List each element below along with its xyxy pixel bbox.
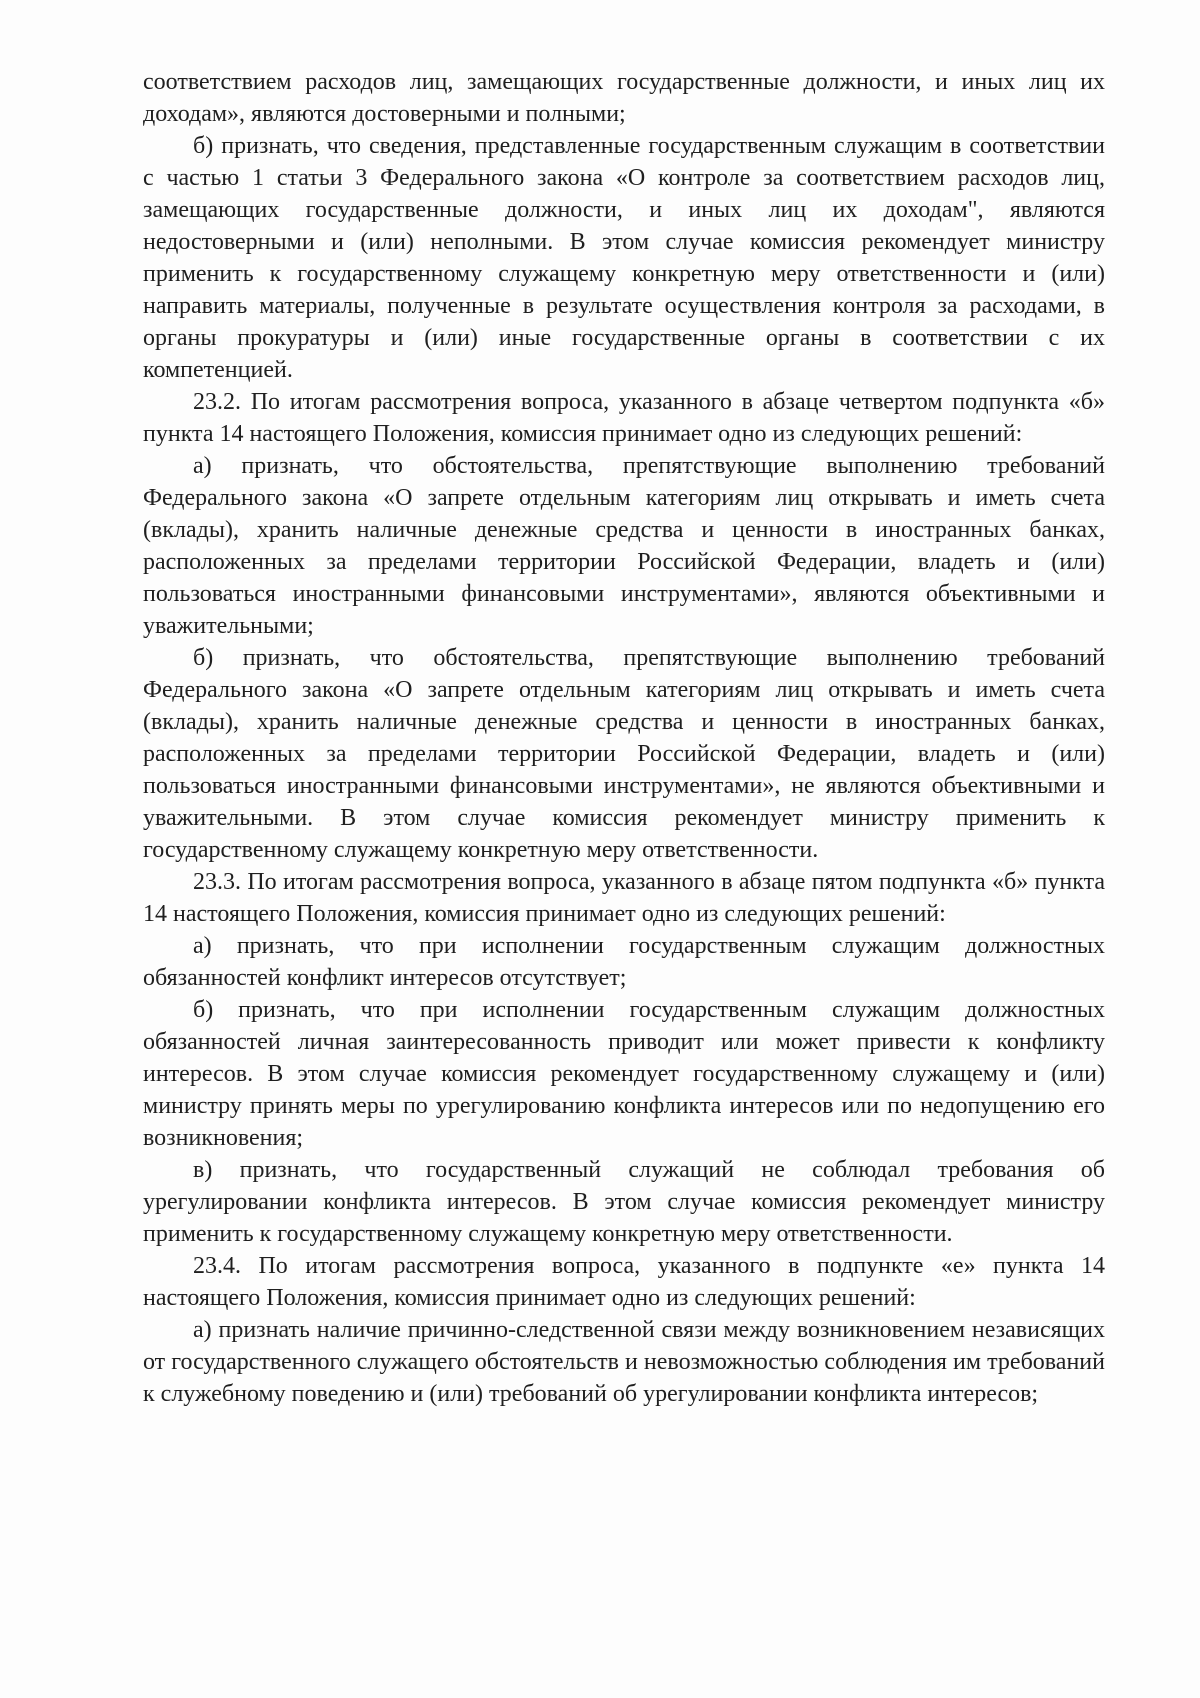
paragraph-23-2: 23.2. По итогам рассмотрения вопроса, указанного в абзаце четвертом подпункта «б» пункта 14 настоящего Положения, комиссия принимает одно из следующих решений: xyxy=(143,389,1105,447)
paragraph-23-3-item-c: в) признать, что государственный служащий не соблюдал требования об урегулировании конфликта интересов. В этом случае комиссия рекомендует министру применить к государственному служащему конкретную меру ответственности. xyxy=(143,1157,1105,1247)
paragraph-23-2-item-a: а) признать, что обстоятельства, препятствующие выполнению требований Федерального закона «О запрете отдельным категориям лиц открывать и иметь счета (вклады), хранить наличные денежные средства и ценности в иностранных банках, расположенных за пределами территории Российской Федерации, владеть и (или) пользоваться иностранными финансовыми инструментами», являются объективными и уважительными; xyxy=(143,453,1105,639)
paragraph-23-4-item-a: а) признать наличие причинно-следственной связи между возникновением независящих от государственного служащего обстоятельств и невозможностью соблюдения им требований к служебному поведению и (или) требований об урегулировании конфликта интересов; xyxy=(143,1317,1105,1407)
paragraph-23-3: 23.3. По итогам рассмотрения вопроса, указанного в абзаце пятом подпункта «б» пункта 14 настоящего Положения, комиссия принимает одно из следующих решений: xyxy=(143,869,1105,927)
paragraph-23-3-item-a: а) признать, что при исполнении государственным служащим должностных обязанностей конфликт интересов отсутствует; xyxy=(143,933,1105,991)
document-body xyxy=(143,66,1105,1410)
paragraph-item-b-recognize-unreliable: б) признать, что сведения, представленные государственным служащим в соответствии с частью 1 статьи 3 Федерального закона «О контроле за соответствием расходов лиц, замещающих государственные должности, и иных лиц их доходам", являются недостоверными и (или) неполными. В этом случае комиссия рекомендует министру применить к государственному служащему конкретную меру ответственности и (или) направить материалы, полученные в результате осуществления контроля за расходами, в органы прокуратуры и (или) иные государственные органы в соответствии с их компетенцией. xyxy=(143,133,1105,383)
paragraph-23-3-item-b: б) признать, что при исполнении государственным служащим должностных обязанностей личная заинтересованность приводит или может привести к конфликту интересов. В этом случае комиссия рекомендует государственному служащему и (или) министру принять меры по урегулированию конфликта интересов или по недопущению его возникновения; xyxy=(143,997,1105,1151)
paragraph-continuation: соответствием расходов лиц, замещающих государственные должности, и иных лиц их доходам», являются достоверными и полными; xyxy=(143,69,1105,127)
paragraph-23-4: 23.4. По итогам рассмотрения вопроса, указанного в подпункте «е» пункта 14 настоящего Положения, комиссия принимает одно из следующих решений: xyxy=(143,1253,1105,1311)
paragraph-23-2-item-b: б) признать, что обстоятельства, препятствующие выполнению требований Федерального закона «О запрете отдельным категориям лиц открывать и иметь счета (вклады), хранить наличные денежные средства и ценности в иностранных банках, расположенных за пределами территории Российской Федерации, владеть и (или) пользоваться иностранными финансовыми инструментами», не являются объективными и уважительными. В этом случае комиссия рекомендует министру применить к государственному служащему конкретную меру ответственности. xyxy=(143,645,1105,863)
